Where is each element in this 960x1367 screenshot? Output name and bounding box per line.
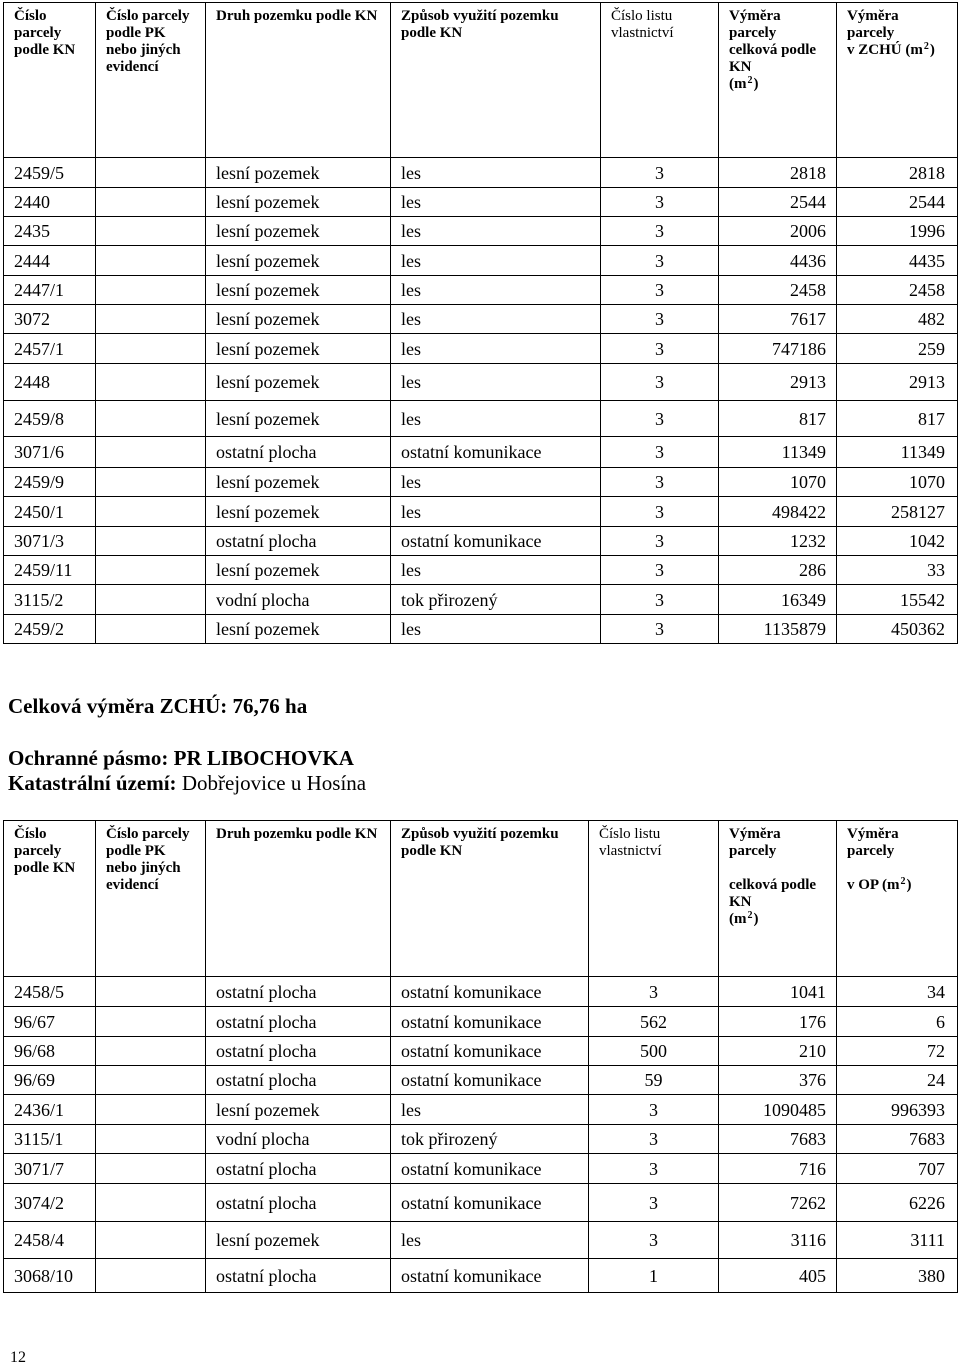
cell-parcel-pk	[96, 217, 206, 246]
cell-parcel-kn: 3068/10	[4, 1259, 96, 1293]
cell-parcel-kn: 2459/11	[4, 556, 96, 585]
cell-area-total: 7617	[719, 305, 837, 334]
cell-land-use: ostatní komunikace	[391, 1154, 589, 1184]
cell-ownership-sheet: 3	[589, 1095, 719, 1125]
header-line: nebo jiných	[106, 860, 181, 876]
cell-area-protected: 7683	[837, 1125, 958, 1154]
cell-parcel-kn: 3072	[4, 305, 96, 334]
cell-parcel-kn: 3071/6	[4, 437, 96, 468]
cell-parcel-pk	[96, 158, 206, 188]
table-row	[4, 468, 958, 497]
parcel-table-op	[3, 820, 958, 1293]
cell-ownership-sheet: 3	[589, 1222, 719, 1259]
cell-land-use: les	[391, 497, 601, 527]
cell-ownership-sheet: 3	[589, 977, 719, 1007]
cell-land-type: lesní pozemek	[206, 158, 391, 188]
table-row	[4, 246, 958, 276]
header-text: )	[753, 76, 759, 92]
header-line: Výměra	[729, 8, 781, 24]
cell-parcel-pk	[96, 276, 206, 305]
cell-land-type: lesní pozemek	[206, 1222, 391, 1259]
cell-ownership-sheet: 3	[601, 188, 719, 217]
cell-land-type: ostatní plocha	[206, 977, 391, 1007]
header-line	[729, 76, 834, 93]
cell-area-total: 210	[719, 1037, 837, 1066]
cell-land-type: ostatní plocha	[206, 1259, 391, 1293]
cadastral-label: Katastrální území:	[8, 771, 177, 795]
cell-land-use: les	[391, 246, 601, 276]
cell-land-use: les	[391, 188, 601, 217]
cell-parcel-pk	[96, 615, 206, 644]
cell-area-protected: 72	[837, 1037, 958, 1066]
header-text: v OP (m	[847, 877, 900, 893]
cell-area-protected: 258127	[837, 497, 958, 527]
cell-land-use: tok přirozený	[391, 1125, 589, 1154]
header-ownership-sheet	[601, 3, 719, 158]
cell-parcel-kn: 2435	[4, 217, 96, 246]
cell-area-total: 1135879	[719, 615, 837, 644]
table-row	[4, 585, 958, 615]
cell-parcel-pk	[96, 1007, 206, 1037]
cell-area-total: 2818	[719, 158, 837, 188]
cell-land-type: vodní plocha	[206, 1125, 391, 1154]
cell-area-total: 176	[719, 1007, 837, 1037]
cell-ownership-sheet: 3	[601, 334, 719, 364]
header-text: v ZCHÚ (m	[847, 42, 923, 58]
header-line: evidencí	[106, 877, 159, 893]
header-area-protected	[837, 3, 958, 158]
header-line: parcely	[14, 25, 62, 41]
cell-land-type: ostatní plocha	[206, 1007, 391, 1037]
cell-area-protected: 2458	[837, 276, 958, 305]
cell-land-use: ostatní komunikace	[391, 527, 601, 556]
cell-land-use: les	[391, 276, 601, 305]
cell-area-protected: 817	[837, 401, 958, 437]
cell-ownership-sheet: 3	[601, 246, 719, 276]
cell-ownership-sheet: 3	[589, 1184, 719, 1222]
cell-area-protected: 4435	[837, 246, 958, 276]
cell-land-use: ostatní komunikace	[391, 1037, 589, 1066]
header-parcel-pk	[96, 3, 206, 158]
cell-parcel-kn: 96/68	[4, 1037, 96, 1066]
cell-area-total: 716	[719, 1154, 837, 1184]
cell-land-type: lesní pozemek	[206, 497, 391, 527]
header-line: Číslo	[14, 826, 47, 842]
cell-area-total: 498422	[719, 497, 837, 527]
cell-area-total: 7262	[719, 1184, 837, 1222]
header-line: KN	[729, 894, 752, 910]
header-text: )	[906, 877, 912, 893]
cell-parcel-kn: 2436/1	[4, 1095, 96, 1125]
header-line: Číslo parcely	[106, 8, 190, 24]
cell-ownership-sheet: 500	[589, 1037, 719, 1066]
cell-parcel-pk	[96, 556, 206, 585]
cell-area-total: 11349	[719, 437, 837, 468]
cell-parcel-kn: 2459/5	[4, 158, 96, 188]
cell-area-total: 376	[719, 1066, 837, 1095]
cell-area-protected: 6226	[837, 1184, 958, 1222]
header-line: vlastnictví	[599, 843, 662, 859]
cell-area-total: 1070	[719, 468, 837, 497]
cell-parcel-kn: 3074/2	[4, 1184, 96, 1222]
header-land-use	[391, 821, 589, 977]
cell-parcel-kn: 2447/1	[4, 276, 96, 305]
cell-land-type: lesní pozemek	[206, 217, 391, 246]
cell-parcel-kn: 3115/2	[4, 585, 96, 615]
cell-land-type: ostatní plocha	[206, 437, 391, 468]
table-row	[4, 1125, 958, 1154]
header-line: evidencí	[106, 59, 159, 75]
cell-parcel-kn: 2444	[4, 246, 96, 276]
header-line	[847, 877, 955, 894]
cell-parcel-pk	[96, 1154, 206, 1184]
cell-land-use: les	[391, 334, 601, 364]
cell-area-protected: 34	[837, 977, 958, 1007]
superscript: 2	[900, 876, 906, 887]
table-body	[4, 158, 958, 644]
cell-land-use: les	[391, 364, 601, 401]
cell-parcel-pk	[96, 1222, 206, 1259]
header-line: podle PK	[106, 843, 166, 859]
cell-area-total: 1090485	[719, 1095, 837, 1125]
header-line: Druh pozemku podle KN	[216, 8, 378, 24]
header-line: podle KN	[14, 42, 76, 58]
header-parcel-kn	[4, 3, 96, 158]
table-row	[4, 556, 958, 585]
cell-land-use: les	[391, 615, 601, 644]
cell-parcel-kn: 3115/1	[4, 1125, 96, 1154]
header-line: Způsob využití pozemku	[401, 826, 559, 842]
cell-land-use: les	[391, 217, 601, 246]
cell-parcel-kn: 2440	[4, 188, 96, 217]
header-line	[729, 860, 834, 877]
cell-land-use: ostatní komunikace	[391, 437, 601, 468]
superscript: 2	[747, 910, 753, 921]
header-line: parcely	[729, 25, 777, 41]
table-row	[4, 401, 958, 437]
cell-area-protected: 11349	[837, 437, 958, 468]
header-row	[4, 3, 958, 158]
header-line: parcely	[847, 25, 895, 41]
cell-land-type: ostatní plocha	[206, 527, 391, 556]
table-row	[4, 1154, 958, 1184]
cell-land-type: lesní pozemek	[206, 276, 391, 305]
table-row	[4, 1037, 958, 1066]
cell-ownership-sheet: 3	[601, 497, 719, 527]
cell-parcel-pk	[96, 334, 206, 364]
cell-area-protected: 33	[837, 556, 958, 585]
cell-parcel-kn: 2458/4	[4, 1222, 96, 1259]
cell-area-total: 3116	[719, 1222, 837, 1259]
cell-ownership-sheet: 1	[589, 1259, 719, 1293]
header-line: podle KN	[401, 25, 463, 41]
cell-land-use: les	[391, 556, 601, 585]
cell-land-use: les	[391, 401, 601, 437]
header-line: nebo jiných	[106, 42, 181, 58]
cell-land-type: ostatní plocha	[206, 1037, 391, 1066]
table-body	[4, 977, 958, 1293]
table-row	[4, 276, 958, 305]
header-row	[4, 821, 958, 977]
cell-ownership-sheet: 3	[601, 305, 719, 334]
cell-parcel-kn: 3071/7	[4, 1154, 96, 1184]
cell-area-protected: 2913	[837, 364, 958, 401]
cell-land-use: les	[391, 1095, 589, 1125]
cell-parcel-pk	[96, 585, 206, 615]
cell-parcel-kn: 96/69	[4, 1066, 96, 1095]
cell-land-use: les	[391, 158, 601, 188]
cell-parcel-pk	[96, 527, 206, 556]
header-line: Druh pozemku podle KN	[216, 826, 378, 842]
header-line: parcely	[847, 843, 895, 859]
table-row	[4, 497, 958, 527]
cell-ownership-sheet: 59	[589, 1066, 719, 1095]
header-line	[847, 860, 955, 877]
table-header	[4, 821, 958, 977]
table-row	[4, 1259, 958, 1293]
header-parcel-pk	[96, 821, 206, 977]
table-row	[4, 977, 958, 1007]
cell-ownership-sheet: 3	[601, 615, 719, 644]
cell-land-type: ostatní plocha	[206, 1066, 391, 1095]
header-line: celková podle	[729, 42, 817, 58]
table-row	[4, 1184, 958, 1222]
cell-parcel-kn: 2459/9	[4, 468, 96, 497]
header-text: )	[929, 42, 935, 58]
cell-land-type: ostatní plocha	[206, 1154, 391, 1184]
cell-area-total: 2544	[719, 188, 837, 217]
cell-area-protected: 6	[837, 1007, 958, 1037]
cell-area-total: 2458	[719, 276, 837, 305]
header-line: Výměra	[729, 826, 781, 842]
table-row	[4, 188, 958, 217]
cell-land-use: tok přirozený	[391, 585, 601, 615]
header-line: celková podle	[729, 877, 817, 893]
cell-area-total: 16349	[719, 585, 837, 615]
cell-area-total: 747186	[719, 334, 837, 364]
cell-parcel-pk	[96, 1184, 206, 1222]
cell-area-total: 7683	[719, 1125, 837, 1154]
cell-parcel-kn: 2458/5	[4, 977, 96, 1007]
header-line: Číslo listu	[599, 826, 661, 842]
cell-land-use: les	[391, 305, 601, 334]
cell-area-total: 2006	[719, 217, 837, 246]
cell-land-type: lesní pozemek	[206, 401, 391, 437]
cell-area-protected: 707	[837, 1154, 958, 1184]
cell-ownership-sheet: 3	[601, 401, 719, 437]
header-line: parcely	[729, 843, 777, 859]
cell-parcel-pk	[96, 364, 206, 401]
cell-ownership-sheet: 3	[601, 158, 719, 188]
cell-area-protected: 482	[837, 305, 958, 334]
cell-parcel-pk	[96, 1095, 206, 1125]
protection-zone-heading: Ochranné pásmo: PR LIBOCHOVKA	[8, 746, 354, 770]
cell-area-total: 1041	[719, 977, 837, 1007]
cell-parcel-pk	[96, 497, 206, 527]
cell-area-protected: 1070	[837, 468, 958, 497]
header-ownership-sheet	[589, 821, 719, 977]
header-land-type	[206, 3, 391, 158]
cell-parcel-pk	[96, 468, 206, 497]
cell-land-type: ostatní plocha	[206, 1184, 391, 1222]
table-row	[4, 158, 958, 188]
cell-ownership-sheet: 3	[601, 276, 719, 305]
cell-area-protected: 24	[837, 1066, 958, 1095]
table-row	[4, 364, 958, 401]
table-row	[4, 217, 958, 246]
cell-area-total: 4436	[719, 246, 837, 276]
table-row	[4, 1095, 958, 1125]
cell-land-type: lesní pozemek	[206, 188, 391, 217]
cell-area-protected: 996393	[837, 1095, 958, 1125]
page-number: 12	[10, 1349, 26, 1366]
cell-parcel-kn: 2448	[4, 364, 96, 401]
cell-area-protected: 450362	[837, 615, 958, 644]
header-line: Číslo listu	[611, 8, 673, 24]
cell-area-protected: 1996	[837, 217, 958, 246]
header-area-protected	[837, 821, 958, 977]
table-row	[4, 305, 958, 334]
cell-parcel-pk	[96, 977, 206, 1007]
cell-parcel-pk	[96, 1259, 206, 1293]
cell-area-protected: 2818	[837, 158, 958, 188]
superscript: 2	[747, 75, 753, 86]
header-area-total	[719, 821, 837, 977]
superscript: 2	[923, 41, 929, 52]
cell-ownership-sheet: 3	[601, 217, 719, 246]
header-parcel-kn	[4, 821, 96, 977]
cell-land-use: ostatní komunikace	[391, 1184, 589, 1222]
cell-ownership-sheet: 3	[601, 585, 719, 615]
header-line: parcely	[14, 843, 62, 859]
cell-land-type: lesní pozemek	[206, 334, 391, 364]
cell-land-use: ostatní komunikace	[391, 1066, 589, 1095]
cell-land-type: lesní pozemek	[206, 1095, 391, 1125]
cell-area-protected: 15542	[837, 585, 958, 615]
cell-land-use: ostatní komunikace	[391, 1007, 589, 1037]
header-line: podle PK	[106, 25, 166, 41]
table-row	[4, 1066, 958, 1095]
header-area-total	[719, 3, 837, 158]
header-line: Číslo	[14, 8, 47, 24]
parcel-table-zchu	[3, 2, 958, 644]
header-land-use	[391, 3, 601, 158]
cell-parcel-kn: 2457/1	[4, 334, 96, 364]
header-line	[729, 911, 834, 928]
header-line: vlastnictví	[611, 25, 674, 41]
cell-ownership-sheet: 562	[589, 1007, 719, 1037]
header-line: Výměra	[847, 826, 899, 842]
cell-land-type: vodní plocha	[206, 585, 391, 615]
cell-ownership-sheet: 3	[601, 556, 719, 585]
cell-land-use: ostatní komunikace	[391, 977, 589, 1007]
cell-area-total: 1232	[719, 527, 837, 556]
cell-land-use: ostatní komunikace	[391, 1259, 589, 1293]
cell-parcel-kn: 3071/3	[4, 527, 96, 556]
header-line: Způsob využití pozemku	[401, 8, 559, 24]
cell-parcel-pk	[96, 1037, 206, 1066]
cell-parcel-kn: 2459/2	[4, 615, 96, 644]
cell-area-protected: 2544	[837, 188, 958, 217]
cell-land-type: lesní pozemek	[206, 246, 391, 276]
table-row	[4, 527, 958, 556]
total-area-heading: Celková výměra ZCHÚ: 76,76 ha	[8, 694, 308, 718]
cell-parcel-kn: 2459/8	[4, 401, 96, 437]
cell-parcel-pk	[96, 437, 206, 468]
header-text: (m	[729, 911, 747, 927]
cell-area-protected: 380	[837, 1259, 958, 1293]
cell-parcel-pk	[96, 1066, 206, 1095]
header-line: podle KN	[14, 860, 76, 876]
cell-ownership-sheet: 3	[601, 468, 719, 497]
table-header	[4, 3, 958, 158]
cell-area-total: 405	[719, 1259, 837, 1293]
header-text: (m	[729, 76, 747, 92]
cell-area-total: 2913	[719, 364, 837, 401]
cell-land-type: lesní pozemek	[206, 556, 391, 585]
cell-land-use: les	[391, 468, 601, 497]
cell-area-protected: 3111	[837, 1222, 958, 1259]
cell-parcel-pk	[96, 401, 206, 437]
cell-parcel-kn: 2450/1	[4, 497, 96, 527]
cell-land-use: les	[391, 1222, 589, 1259]
cell-area-total: 817	[719, 401, 837, 437]
cell-land-type: lesní pozemek	[206, 305, 391, 334]
table-row	[4, 1222, 958, 1259]
cadastral-area-heading	[8, 771, 366, 795]
table-row	[4, 615, 958, 644]
cell-parcel-pk	[96, 1125, 206, 1154]
cell-ownership-sheet: 3	[601, 437, 719, 468]
cell-area-protected: 259	[837, 334, 958, 364]
table-row	[4, 1007, 958, 1037]
cell-land-type: lesní pozemek	[206, 615, 391, 644]
cell-land-type: lesní pozemek	[206, 468, 391, 497]
cell-area-protected: 1042	[837, 527, 958, 556]
cell-ownership-sheet: 3	[601, 527, 719, 556]
header-text: )	[753, 911, 759, 927]
header-line	[847, 42, 955, 59]
cell-land-type: lesní pozemek	[206, 364, 391, 401]
cadastral-value: Dobřejovice u Hosína	[181, 771, 367, 795]
cell-ownership-sheet: 3	[589, 1125, 719, 1154]
cell-ownership-sheet: 3	[589, 1154, 719, 1184]
cell-parcel-pk	[96, 305, 206, 334]
cell-parcel-pk	[96, 188, 206, 217]
cell-area-total: 286	[719, 556, 837, 585]
header-line: Výměra	[847, 8, 899, 24]
table-row	[4, 334, 958, 364]
header-line: Číslo parcely	[106, 826, 190, 842]
cell-parcel-kn: 96/67	[4, 1007, 96, 1037]
header-line: KN	[729, 59, 752, 75]
header-line: podle KN	[401, 843, 463, 859]
cell-ownership-sheet: 3	[601, 364, 719, 401]
table-row	[4, 437, 958, 468]
header-land-type	[206, 821, 391, 977]
cell-parcel-pk	[96, 246, 206, 276]
